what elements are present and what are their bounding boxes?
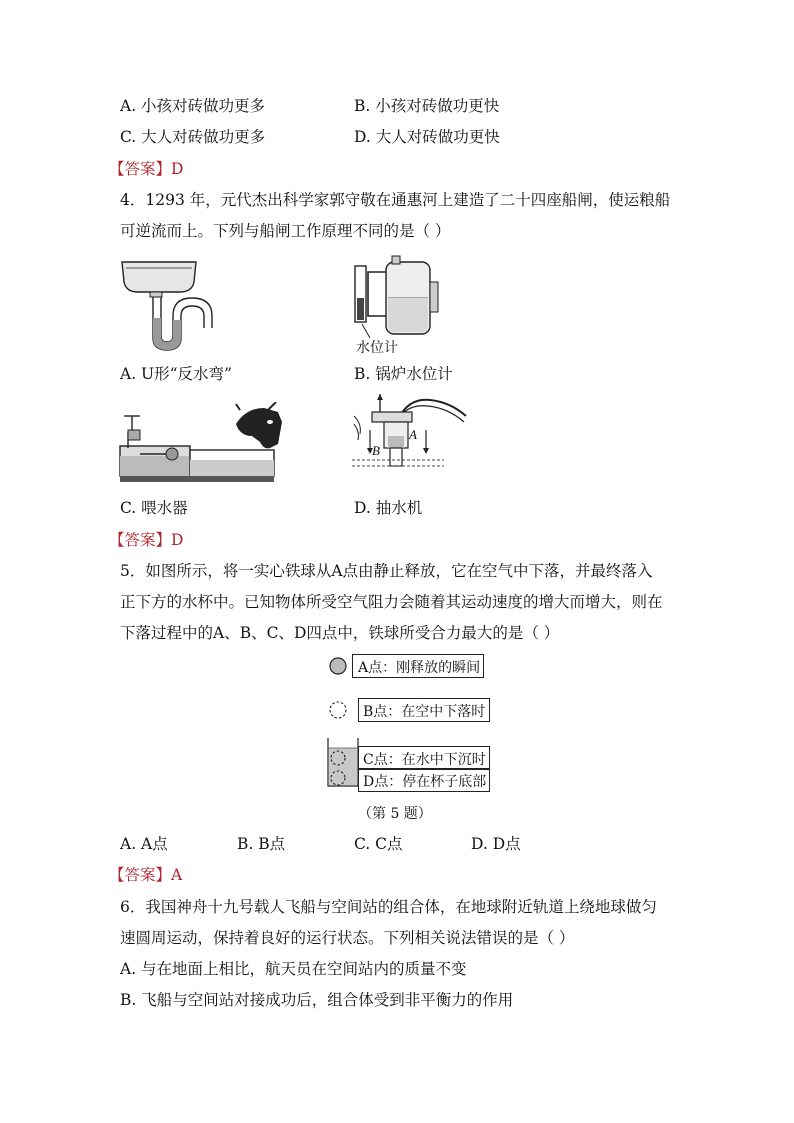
- q6-option-b: B. 飞船与空间站对接成功后，组合体受到非平衡力的作用: [120, 991, 514, 1009]
- q5-caption: （第 5 题）: [358, 806, 432, 822]
- q5-stem-line3: 下落过程中的A、B、C、D四点中，铁球所受合力最大的是（ ）: [120, 624, 560, 642]
- q4-stem-line1: 4．1293 年，元代杰出科学家郭守敬在通惠河上建造了二十四座船闸，使运粮船: [120, 191, 671, 209]
- q4-option-b: B. 锅炉水位计: [354, 365, 453, 383]
- q4-stem-line2: 可逆流而上。下列与船闸工作原理不同的是（ ）: [120, 222, 451, 240]
- label-a: A点：刚释放的瞬间: [358, 660, 481, 676]
- q5-option-c: C. C点: [354, 835, 403, 853]
- q6-stem-line1: 6．我国神舟十九号载人飞船与空间站的组合体，在地球附近轨道上绕地球做匀: [120, 898, 657, 916]
- q4-option-d: D. 抽水机: [354, 499, 423, 517]
- q4-option-c: C. 喂水器: [120, 499, 188, 517]
- q5-stem-line1: 5．如图所示，将一实心铁球从A点由静止释放，它在空气中下落，并最终落入: [120, 562, 653, 580]
- q4-option-a: A. U形“反水弯”: [120, 365, 232, 383]
- boiler-gauge-figure: [352, 254, 444, 344]
- q5-option-a: A. A点: [120, 835, 168, 853]
- q6-stem-line2: 速圆周运动，保持着良好的运行状态。下列相关说法错误的是（ ）: [120, 929, 575, 947]
- label-b: B点：在空中下落时: [363, 704, 486, 720]
- pump-label-b: B: [372, 443, 380, 458]
- q3-answer: 【答案】D: [109, 160, 184, 178]
- q5-option-d: D. D点: [471, 835, 521, 853]
- q3-option-b: B. 小孩对砖做功更快: [354, 97, 500, 115]
- water-gauge-label: 水位计: [356, 340, 398, 356]
- q5-answer: 【答案】A: [109, 866, 183, 884]
- label-c: C点：在水中下沉时: [363, 752, 486, 768]
- water-feeder-figure: [118, 402, 284, 486]
- label-d: D点：停在杯子底部: [363, 774, 487, 790]
- q3-option-c: C. 大人对砖做功更多: [120, 128, 266, 146]
- q3-option-d: D. 大人对砖做功更快: [354, 128, 500, 146]
- pump-label-a: A: [409, 427, 417, 442]
- q5-option-b: B. B点: [237, 835, 286, 853]
- q4-answer: 【答案】D: [109, 531, 184, 549]
- u-trap-figure: [120, 258, 220, 358]
- q6-option-a: A. 与在地面上相比，航天员在空间站内的质量不变: [120, 960, 467, 978]
- q5-stem-line2: 正下方的水杯中。已知物体所受空气阻力会随着其运动速度的增大而增大，则在: [120, 593, 663, 611]
- q3-option-a: A. 小孩对砖做功更多: [120, 97, 266, 115]
